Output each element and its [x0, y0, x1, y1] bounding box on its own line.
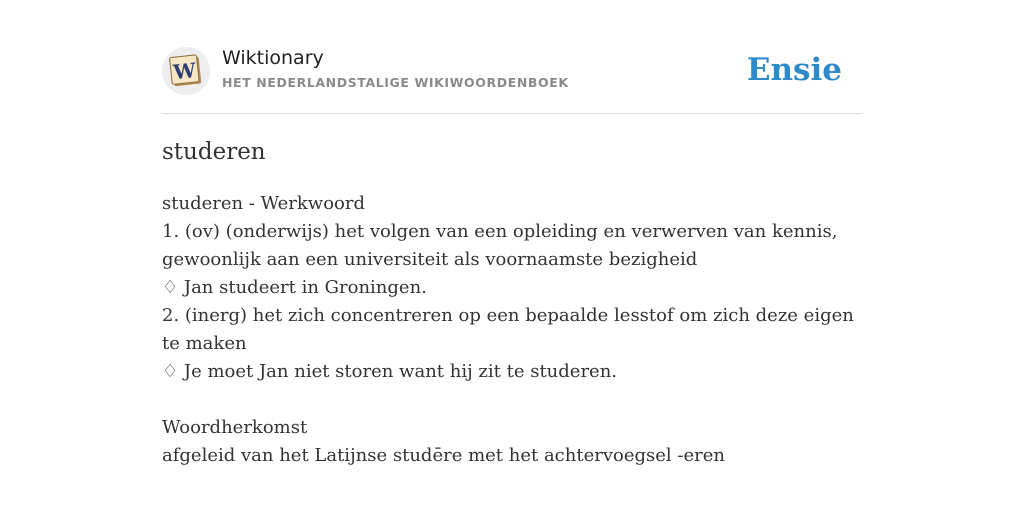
example-1: ♢ Jan studeert in Groningen. [162, 277, 427, 298]
page-title: studeren [162, 139, 266, 165]
header-divider [162, 113, 862, 114]
entry-heading: studeren - Werkwoord [162, 193, 366, 214]
example-2: ♢ Je moet Jan niet storen want hij zit te studeren. [162, 361, 618, 382]
logo-letter: W [172, 58, 197, 85]
definition-2: 2. (inerg) het zich concentreren op een bepaalde lesstof om zich deze eigen te maken [162, 305, 854, 354]
spacer [162, 386, 862, 414]
definition-1: 1. (ov) (onderwijs) het volgen van een opleiding en verwerven van kennis, gewoonlijk aan een universiteit als voornaamste bezigheid [162, 221, 838, 270]
brand-logo-link[interactable]: Ensie [746, 52, 842, 88]
wiktionary-logo-icon[interactable] [162, 47, 210, 95]
entry-content [162, 190, 862, 470]
etymology-text: afgeleid van het Latijnse studēre met het achtervoegsel -eren [162, 445, 725, 466]
site-title[interactable]: Wiktionary [222, 47, 324, 69]
site-subtitle: HET NEDERLANDSTALIGE WIKIWOORDENBOEK [222, 75, 569, 90]
etymology-heading: Woordherkomst [162, 417, 308, 438]
site-header [162, 44, 862, 114]
wiktionary-logo-graphic [162, 47, 210, 95]
